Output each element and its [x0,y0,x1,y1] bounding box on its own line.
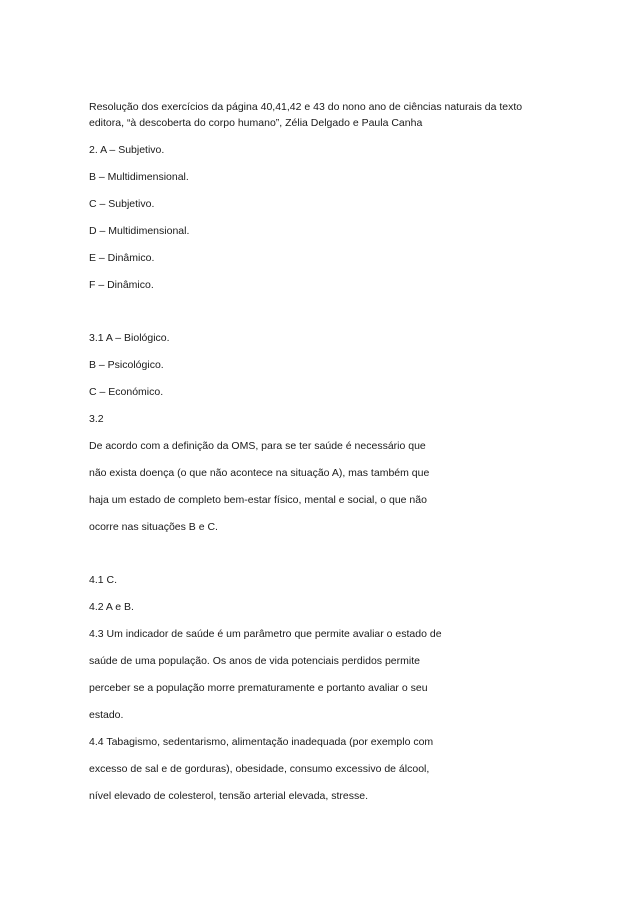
answer-4-4-line-3: nível elevado de colesterol, tensão arterial elevada, stresse. [89,790,368,802]
answer-3-2-line-4: ocorre nas situações B e C. [89,521,218,533]
answer-4-3-line-4: estado. [89,709,124,721]
answer-3-1c: C – Económico. [89,386,164,398]
answer-4-4-line-2: excesso de sal e de gorduras), obesidade, consumo excessivo de álcool, [89,763,430,775]
answer-3-2-line-1: De acordo com a definição da OMS, para se ter saúde é necessário que [89,440,426,452]
answer-2d: D – Multidimensional. [89,225,190,237]
answer-4-1: 4.1 C. [89,574,118,586]
answer-3-2-line-2: não exista doença (o que não acontece na situação A), mas também que [89,467,430,479]
answer-4-2: 4.2 A e B. [89,601,134,613]
document-body [89,99,559,804]
intro-line-2: editora, “à descoberta do corpo humano”, Zélia Delgado e Paula Canha [89,117,423,129]
answer-4-4-line-1: 4.4 Tabagismo, sedentarismo, alimentação inadequada (por exemplo com [89,736,434,748]
answer-2c: C – Subjetivo. [89,198,155,210]
answer-3-2-heading: 3.2 [89,413,104,425]
answer-4-3-line-1: 4.3 Um indicador de saúde é um parâmetro que permite avaliar o estado de [89,628,442,640]
answer-2f: F – Dinâmico. [89,279,154,291]
answer-3-1a: 3.1 A – Biológico. [89,332,170,344]
answer-2e: E – Dinâmico. [89,252,155,264]
answer-3-2-line-3: haja um estado de completo bem-estar físico, mental e social, o que não [89,494,427,506]
intro-line-1: Resolução dos exercícios da página 40,41,42 e 43 do nono ano de ciências naturais da texto [89,101,523,113]
answer-2a: 2. A – Subjetivo. [89,144,165,156]
answer-2b: B – Multidimensional. [89,171,189,183]
answer-4-3-line-3: perceber se a população morre prematuramente e portanto avaliar o seu [89,682,428,694]
answer-4-3-line-2: saúde de uma população. Os anos de vida potenciais perdidos permite [89,655,420,667]
answer-3-1b: B – Psicológico. [89,359,164,371]
